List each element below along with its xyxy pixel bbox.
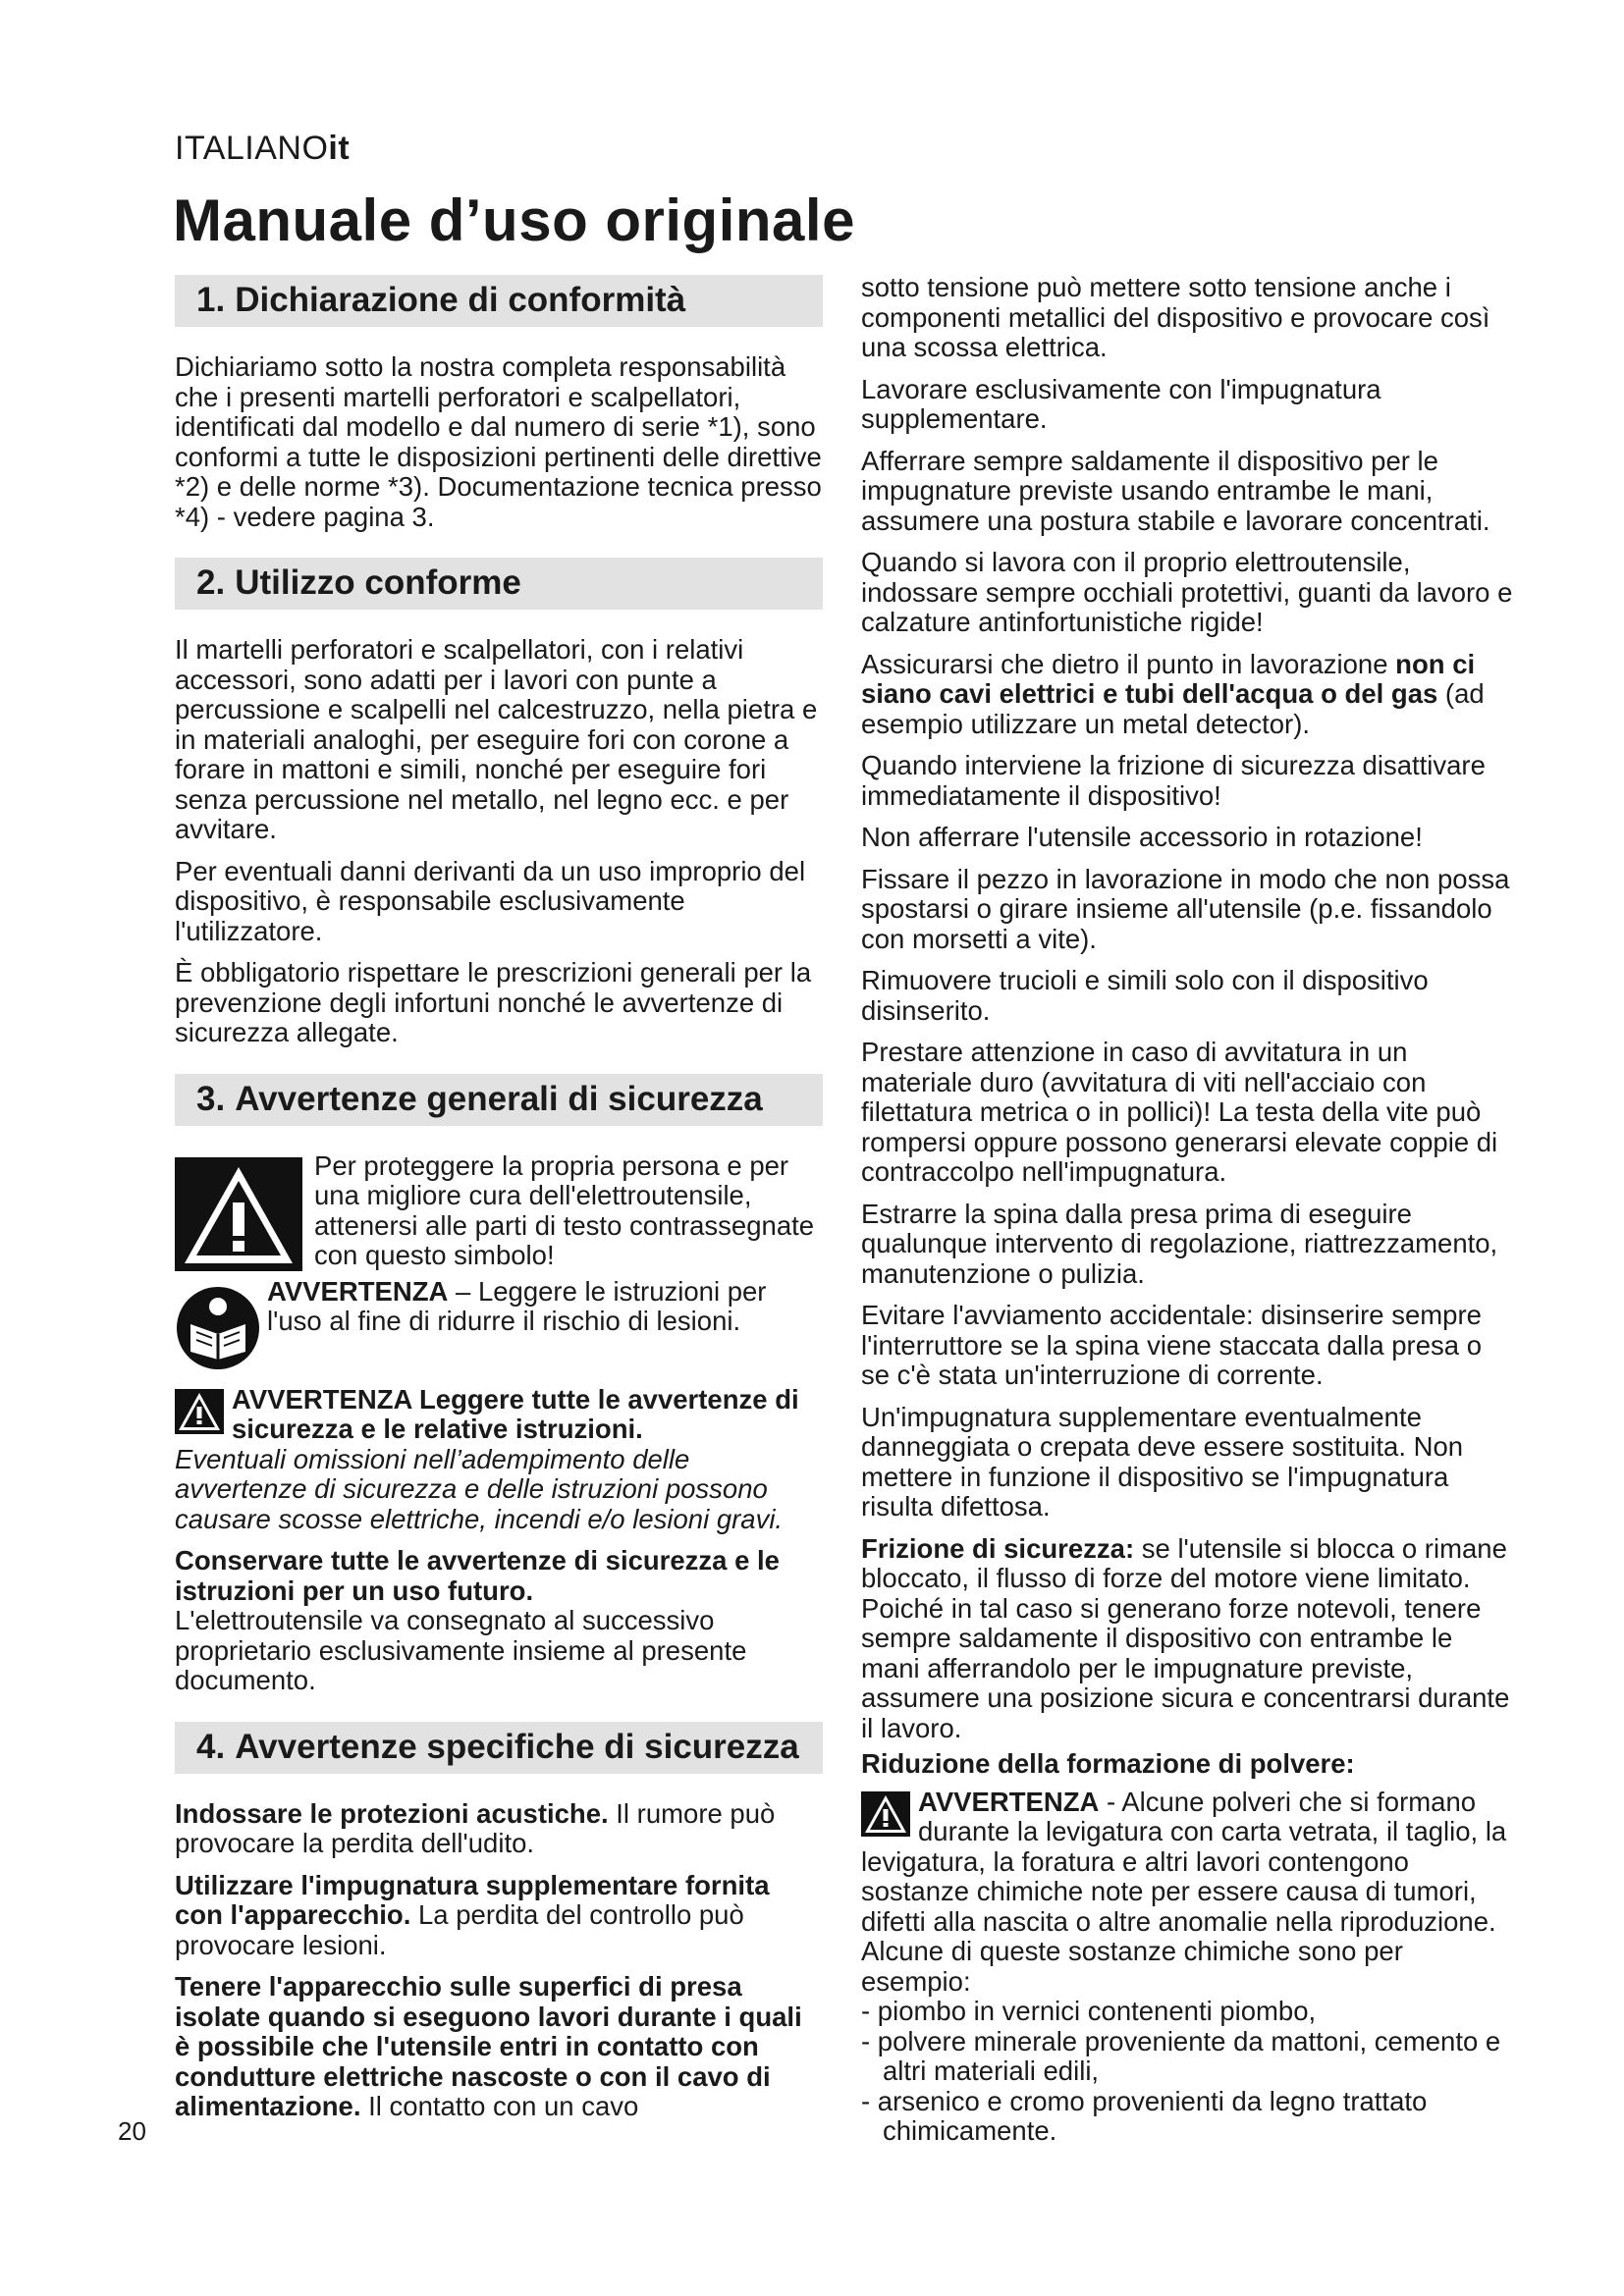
symbol-note-text: Per proteggere la propria persona e per una migliore cura dell'elettroutensile, attenersi alle parti di testo contrassegnate con questo simbolo! bbox=[314, 1149, 815, 1270]
auxiliary-handle-text: La perdita del controllo può provocare lesioni. bbox=[175, 1899, 744, 1960]
intended-use-paragraph: Il martelli perforatori e scalpellatori, con i relativi accessori, sono adatti per i lavori con punte a percussione e scalpelli nel calcestruzzo, nella pietra e in materiali analoghi, per eseguire fori con corone a forare in mattoni e simili, nonché per eseguire fori senza percussione nel metallo, nel legno ecc. e per avvitare. bbox=[175, 634, 818, 844]
auxiliary-handle bbox=[175, 1871, 823, 1961]
safety-clutch-text: se l'utensile si blocca o rimane bloccato, il flusso di forze del motore viene limitato. Poiché in tal caso si generano forze notevoli, tenere sempre saldamente il dispositivo con entrambe le mani afferrandolo per le impugnature previste, assumere una posizione sicura e concentrarsi durante il lavoro. bbox=[861, 1532, 1510, 1743]
general-warning-italic: Eventuali omissioni nell’adempimento delle avvertenze di sicurezza e delle istruzioni possono causare scosse elettriche, incendi e/o lesioni gravi. bbox=[175, 1443, 784, 1534]
hearing-protection-text: Il rumore può provocare la perdita dell'udito. bbox=[175, 1797, 776, 1858]
insulated-surfaces-bold: Tenere l'apparecchio sulle superfici di presa isolate quando si eseguono lavori durante i quali è possibile che l'utensile entri in contatto con condutture elettriche nascoste o con il cavo di alimentazione. bbox=[175, 1971, 802, 2121]
regulations-paragraph: È obbligatorio rispettare le prescrizioni generali per la prevenzione degli infortuni nonché le avvertenze di sicurezza allegate. bbox=[175, 957, 812, 1047]
keep-instructions bbox=[175, 1546, 823, 1696]
insulated-surfaces-text: Il contatto con un cavo bbox=[360, 2091, 639, 2121]
substance-list bbox=[861, 1997, 1515, 2147]
left-column bbox=[175, 273, 823, 2134]
general-warning-bold: AVVERTENZA Leggere tutte le avvertenze di sicurezza e le relative istruzioni. bbox=[232, 1383, 799, 1444]
language-label bbox=[175, 130, 350, 168]
paragraph-safety-clutch bbox=[861, 1534, 1515, 1744]
read-manual-icon bbox=[175, 1285, 261, 1371]
paragraph-clutch: Quando interviene la frizione di sicurezza disattivare immediatamente il dispositivo! bbox=[861, 750, 1486, 811]
section-heading-general-safety bbox=[175, 1074, 823, 1126]
section-number: 2. bbox=[196, 563, 226, 602]
language-code: it bbox=[328, 130, 351, 167]
hidden-lines-text: Assicurarsi che dietro il punto in lavorazione bbox=[861, 648, 1396, 679]
warning-triangle-icon bbox=[175, 1157, 302, 1271]
section-title: Avvertenze specifiche di sicurezza bbox=[235, 1727, 799, 1766]
read-manual-text bbox=[267, 1277, 823, 1337]
list-item: - piombo in vernici contenenti piombo, bbox=[861, 1996, 1317, 2026]
keep-instructions-text: L'elettroutensile va consegnato al successivo proprietario esclusivamente insieme al presente documento. bbox=[175, 1605, 747, 1695]
section-title: Dichiarazione di conformità bbox=[235, 281, 686, 319]
dust-warning-text: - Alcune polveri che si formano durante la levigatura con carta vetrata, il taglio, la levigatura, la foratura e altri lavori contengono sostanze chimiche note per essere causa di tumori, difetti alla nascita o altre anomalie nella riproduzione. Alcune di queste sostanze chimiche sono per esempio: bbox=[861, 1786, 1507, 1997]
paragraph-grip: Afferrare sempre saldamente il dispositivo per le impugnature previste usando entrambe le mani, assumere una postura stabile e lavorare concentrati. bbox=[861, 445, 1490, 536]
read-manual-rest: – Leggere le istruzioni per l'uso al fine di ridurre il rischio di lesioni. bbox=[267, 1275, 767, 1336]
paragraph-hidden-lines bbox=[861, 650, 1515, 740]
right-column bbox=[861, 273, 1515, 2147]
dust-warning bbox=[861, 1788, 1515, 1998]
safety-clutch-bold: Frizione di sicurezza: bbox=[861, 1532, 1135, 1564]
section-heading-specific-safety bbox=[175, 1722, 823, 1774]
paragraph-chips: Rimuovere trucioli e simili solo con il dispositivo disinserito. bbox=[861, 965, 1429, 1026]
paragraph-rotating: Non afferrare l'utensile accessorio in rotazione! bbox=[861, 822, 1423, 852]
paragraph-accidental-start: Evitare l'avviamento accidentale: disinserire sempre l'interruttore se la spina viene staccata dalla presa o se c'è stata un'interruzione di corrente. bbox=[861, 1300, 1482, 1390]
paragraph-unplug: Estrarre la spina dalla presa prima di eseguire qualunque intervento di regolazione, riattrezzamento, manutenzione o pulizia. bbox=[861, 1198, 1498, 1289]
warning-triangle-icon bbox=[175, 1389, 224, 1434]
page-title: Manuale d’uso originale bbox=[173, 187, 855, 253]
read-manual-note bbox=[175, 1277, 823, 1371]
conformity-text: Dichiariamo sotto la nostra completa responsabilità che i presenti martelli perforatori e scalpellatori, identificati dal modello e dal numero di serie *1), sono conformi a tutte le disposizioni pertinenti delle direttive *2) e delle norme *3). Documentazione tecnica presso *4) - vedere pagina 3. bbox=[175, 351, 822, 532]
dust-heading: Riduzione della formazione di polvere: bbox=[861, 1748, 1355, 1779]
page-number: 20 bbox=[118, 2116, 146, 2146]
section-title: Avvertenze generali di sicurezza bbox=[235, 1079, 763, 1118]
section-number: 1. bbox=[196, 281, 226, 319]
language-name: ITALIANO bbox=[175, 130, 329, 167]
read-manual-bold: AVVERTENZA bbox=[267, 1275, 449, 1307]
symbol-note bbox=[175, 1151, 823, 1271]
hearing-protection bbox=[175, 1799, 823, 1859]
auxiliary-handle-bold: Utilizzare l'impugnatura supplementare fornita con l'apparecchio. bbox=[175, 1869, 770, 1930]
section-heading-conformity bbox=[175, 275, 823, 327]
dust-warning-bold: AVVERTENZA bbox=[918, 1786, 1100, 1817]
list-item: - polvere minerale proveniente da mattoni, cemento e altri materiali edili, bbox=[861, 2025, 1501, 2086]
paragraph-ppe: Quando si lavora con il proprio elettroutensile, indossare sempre occhiali protettivi, guanti da lavoro e calzature antinfortunistiche rigide! bbox=[861, 547, 1513, 637]
liability-paragraph: Per eventuali danni derivanti da un uso improprio del dispositivo, è responsabile esclusivamente l'utilizzatore. bbox=[175, 855, 806, 946]
paragraph-live-cable: sotto tensione può mettere sotto tensione anche i componenti metallici del dispositivo e provocare così una scossa elettrica. bbox=[861, 272, 1490, 362]
section-number: 4. bbox=[196, 1727, 226, 1766]
hidden-lines-bold: non ci siano cavi elettrici e tubi dell'acqua o del gas bbox=[861, 648, 1476, 709]
paragraph-damaged-handle: Un'impugnatura supplementare eventualmente danneggiata o crepata deve essere sostituita. Non mettere in funzione il dispositivo se l'impugnatura risulta difettosa. bbox=[861, 1401, 1464, 1522]
section-number: 3. bbox=[196, 1079, 226, 1118]
hearing-protection-bold: Indossare le protezioni acustiche. bbox=[175, 1797, 609, 1829]
insulated-surfaces bbox=[175, 1972, 823, 2122]
warning-triangle-icon bbox=[861, 1791, 910, 1837]
keep-instructions-bold: Conservare tutte le avvertenze di sicurezza e le istruzioni per un uso futuro. bbox=[175, 1545, 780, 1606]
paragraph-hard-material: Prestare attenzione in caso di avvitatura in un materiale duro (avvitatura di viti nell'acciaio con filettatura metrica o in pollici)! La testa della vite può rompersi oppure possono generarsi elevate coppie di contraccolpo nell'impugnatura. bbox=[861, 1037, 1498, 1187]
list-item: - arsenico e cromo provenienti da legno trattato chimicamente. bbox=[861, 2085, 1428, 2146]
paragraph-workpiece: Fissare il pezzo in lavorazione in modo che non possa spostarsi o girare insieme all'utensile (p.e. fissandolo con morsetti a vite). bbox=[861, 863, 1510, 954]
section-title: Utilizzo conforme bbox=[235, 563, 521, 602]
general-warning bbox=[175, 1385, 823, 1445]
paragraph-aux-handle: Lavorare esclusivamente con l'impugnatura supplementare. bbox=[861, 373, 1381, 434]
hidden-lines-end: (ad esempio utilizzare un metal detector). bbox=[861, 678, 1485, 739]
section-heading-intended-use bbox=[175, 558, 823, 610]
